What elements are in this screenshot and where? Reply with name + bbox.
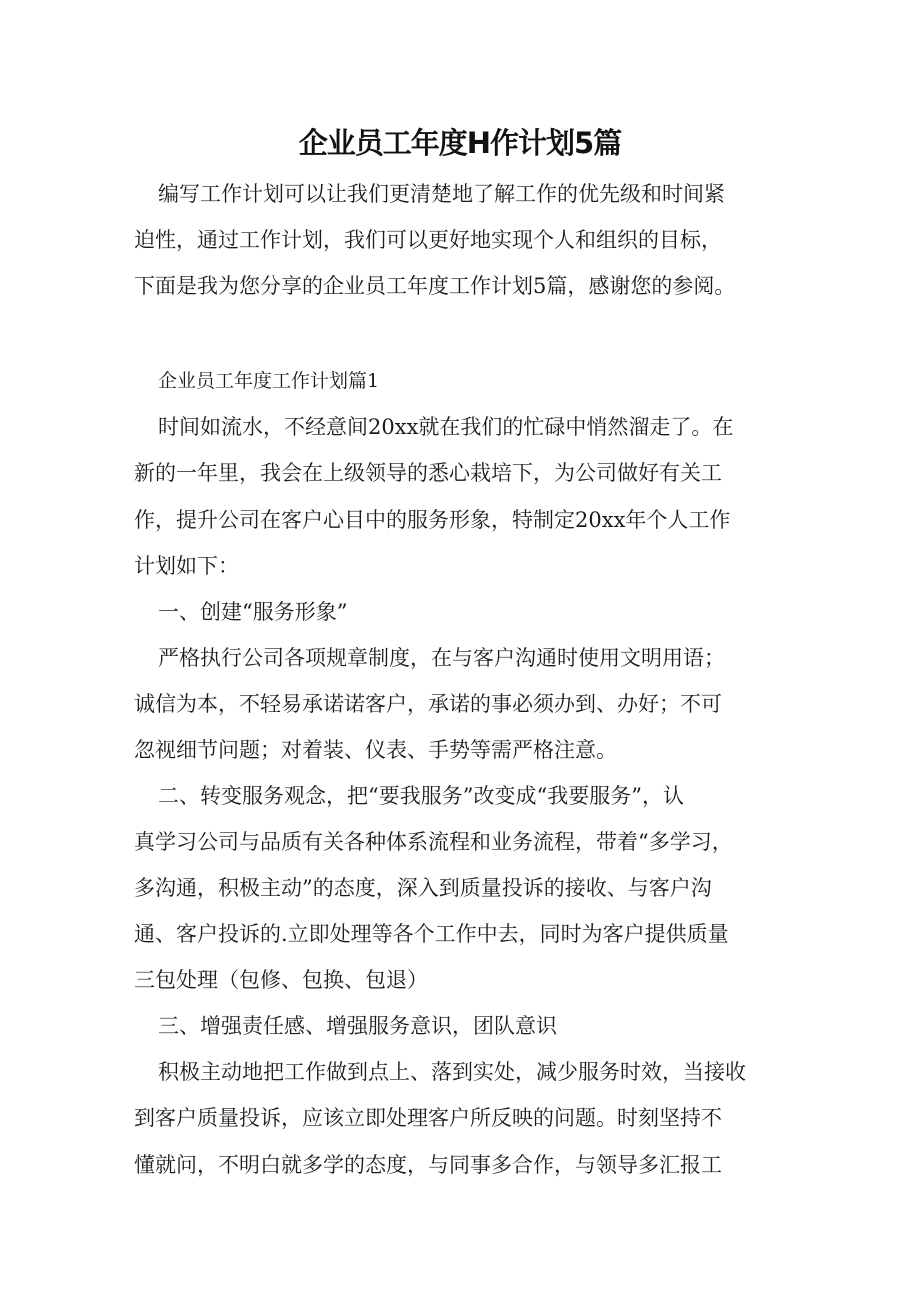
body-line-16: 到客户质量投诉，应该立即处理客户所反映的问题。时刻坚持不 [134,1106,722,1130]
body-line-4: 计划如下： [134,554,239,578]
body-line-11: 多沟通，积极主动”的态度，深入到质量投诉的接收、与客户沟 [134,876,712,900]
intro-line-3: 下面是我为您分享的企业员工年度工作计划5篇，感谢您的参阅。 [134,274,736,298]
body-line-15: 积极主动地把工作做到点上、落到实处，减少服务时效，当接收 [158,1060,746,1084]
body-line-13: 三包处理（包修、包换、包退） [134,968,428,992]
body-line-10: 真学习公司与品质有关各种体系流程和业务流程，带着“多学习， [134,830,733,854]
body-line-17: 懂就问，不明白就多学的态度，与同事多合作，与领导多汇报工 [134,1153,722,1177]
intro-line-1: 编写工作计划可以让我们更清楚地了解工作的优先级和时间紧 [158,182,725,206]
subheading-2: 二、转变服务观念，把“要我服务”改变成“我要服务”，认 [158,784,684,808]
body-line-6: 严格执行公司各项规章制度，在与客户沟通时使用文明用语； [158,646,725,670]
body-line-3: 作，提升公司在客户心目中的服务形象，特制定20xx年个人工作 [134,508,731,532]
subheading-3: 三、增强责任感、增强服务意识，团队意识 [158,1014,557,1038]
body-line-2: 新的一年里，我会在上级领导的悉心栽培下，为公司做好有关工 [134,461,722,485]
subheading-1: 一、创建“服务形象” [158,600,348,624]
document-title: 企业员工年度H作计划5篇 [298,126,622,160]
body-line-8: 忽视细节问题；对着装、仪表、手势等需严格注意。 [134,738,617,762]
body-line-1: 时间如流水，不经意间20xx就在我们的忙碌中悄然溜走了。在 [158,415,734,439]
body-line-12: 通、客户投诉的.立即处理等各个工作中去，同时为客户提供质量 [134,922,729,946]
section-heading: 企业员工年度工作计划篇1 [158,370,380,392]
intro-line-2: 迫性，通过工作计划，我们可以更好地实现个人和组织的目标， [134,228,722,252]
body-line-7: 诚信为本，不轻易承诺诺客户，承诺的事必须办到、办好；不可 [134,692,722,716]
